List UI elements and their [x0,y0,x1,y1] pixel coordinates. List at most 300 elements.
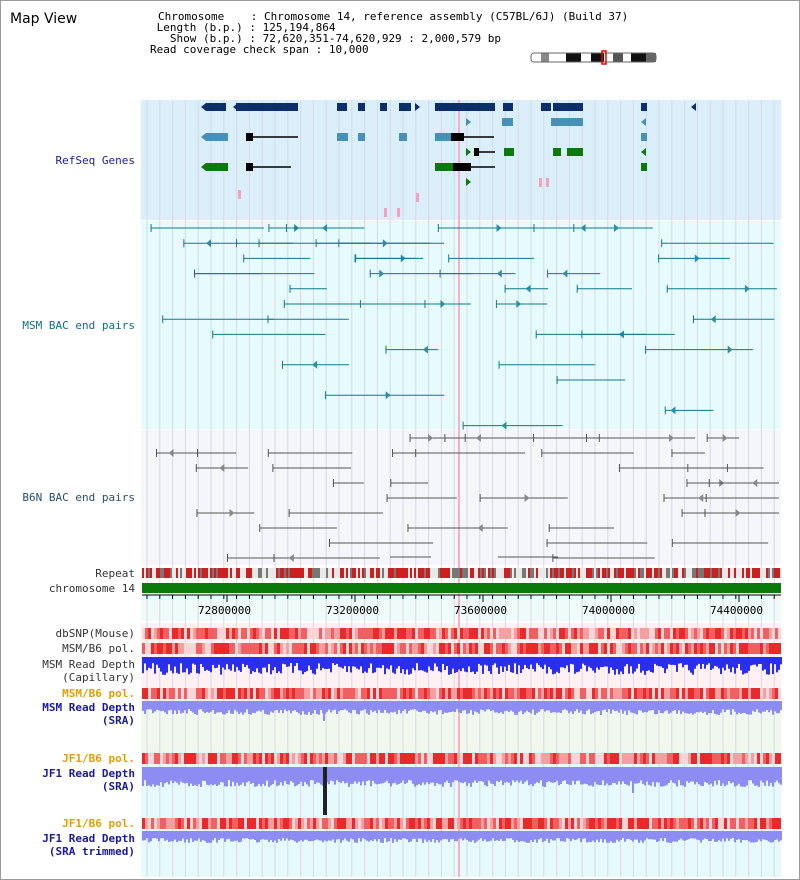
jf1-pol-heat [775,753,778,764]
jf1-trim-depth-bar [622,831,624,838]
dbsnp-heat [673,628,676,639]
msm-capillary-depth-bar [514,657,516,663]
jf1-trim-pol-heat [667,818,670,829]
jf1-pol-heat [163,753,166,764]
jf1-pol-heat [157,753,160,764]
msm-pol-heat [598,643,601,654]
jf1-trim-pol-heat [307,818,310,829]
msm-sra-pol-heat [724,688,727,699]
msm-sra-pol-heat [574,688,577,699]
repeat-segment [502,568,504,578]
msm-capillary-depth-bar [530,657,532,665]
msm-pol-heat [346,643,349,654]
msm-sra-depth-bar [468,701,470,713]
jf1-sra-depth-bar [718,767,720,780]
jf1-pol-heat [499,753,502,764]
dbsnp-heat [298,628,301,639]
msm-capillary-depth-bar [686,657,688,665]
msm-sra-depth-bar [732,701,734,709]
repeat-segment [414,568,416,578]
dbsnp-heat [715,628,718,639]
jf1-sra-depth-bar [752,767,754,783]
jf1-sra-depth-bar [544,767,546,787]
msm-pol-heat [664,643,667,654]
msm-sra-pol-heat [748,688,751,699]
repeat-segment [456,568,458,578]
jf1-pol-heat [718,753,721,764]
msm-sra-depth-bar [572,701,574,714]
dbsnp-heat [160,628,163,639]
dbsnp-heat [217,628,220,639]
msm-pol-heat [589,643,592,654]
msm-sra-depth-bar [544,701,546,712]
jf1-pol-heat [268,753,271,764]
msm-sra-depth-bar [174,701,176,710]
jf1-sra-depth-bar [690,767,692,781]
dbsnp-heat [373,628,376,639]
msm-pol-heat [160,643,163,654]
msm-pol-heat [388,643,391,654]
repeat-segment [634,568,636,578]
dbsnp-heat [295,628,298,639]
msm-capillary-depth-bar [630,657,632,666]
refseq-track-label[interactable]: RefSeq Genes [55,154,135,167]
msm-sra-depth-bar [680,701,682,714]
dbsnp-heat [190,628,193,639]
dbsnp-heat [391,628,394,639]
msm-sra-pol-heat [487,688,490,699]
repeat-segment [638,568,640,578]
msm-capillary-depth-bar [572,657,574,664]
repeat-segment [626,568,628,578]
msm-sra-pol-heat [601,688,604,699]
jf1-trim-pol-heat [499,818,502,829]
jf1-trim-depth-bar [148,831,150,842]
msm-bac-track-label[interactable]: MSM BAC end pairs [22,319,135,332]
repeat-segment [520,568,522,578]
msm-sra-depth-bar [588,701,590,709]
jf1-trim-pol-heat [583,818,586,829]
msm-sra-depth-bar [458,701,460,712]
jf1-trim-depth-bar [216,831,218,843]
jf1-trim-depth-bar [430,831,432,842]
jf1-trim-pol-heat [382,818,385,829]
msm-sra-depth-bar [718,701,720,715]
msm-sra-depth-bar [302,701,304,711]
jf1-trim-pol-heat [160,818,163,829]
jf1-trim-pol-heat [418,818,421,829]
jf1-read-depth-trimmed-label-2: (SRA trimmed) [48,845,135,858]
jf1-pol-heat [412,753,415,764]
msm-sra-pol-heat [367,688,370,699]
msm-capillary-depth-bar [776,657,778,672]
jf1-sra-depth-bar [496,767,498,781]
repeat-segment [474,568,476,578]
msm-sra-pol-heat [670,688,673,699]
jf1-trim-pol-heat [775,818,778,829]
jf1-trim-pol-heat [268,818,271,829]
repeat-segment [498,568,500,578]
jf1-sra-depth-bar [296,767,298,785]
jf1-trim-pol-heat [457,818,460,829]
msm-sra-pol-heat [757,688,760,699]
jf1-trim-pol-heat [439,818,442,829]
msm-sra-depth-bar [532,701,534,709]
jf1-trim-depth-bar [396,831,398,842]
jf1-pol-heat [676,753,679,764]
repeat-segment [612,568,614,578]
jf1-trim-depth-bar [742,831,744,840]
msm-sra-depth-bar [244,701,246,713]
msm-capillary-depth-bar [518,657,520,665]
bac-end-arrow [289,554,294,562]
dbsnp-heat [658,628,661,639]
msm-sra-pol-heat [556,688,559,699]
msm-capillary-depth-bar [510,657,512,672]
repeat-segment [564,568,566,578]
jf1-trim-depth-bar [614,831,616,843]
jf1-trim-depth-bar [296,831,298,843]
repeat-segment [178,568,180,578]
gene-exon [435,163,453,171]
msm-pol-heat [457,643,460,654]
jf1-sra-depth-bar [554,767,556,782]
repeat-segment [508,568,510,578]
jf1-trim-depth-bar [412,831,414,839]
msm-sra-depth-bar [230,701,232,714]
msm-pol-heat [277,643,280,654]
jf1-trim-pol-heat [427,818,430,829]
jf1-trim-pol-heat [619,818,622,829]
msm-sra-depth-bar [282,701,284,713]
jf1-b6-pol-label[interactable]: JF1/B6 pol. [62,752,135,765]
repeat-segment [274,568,276,578]
msm-capillary-depth-bar [304,657,306,672]
msm-sra-pol-heat [391,688,394,699]
jf1-read-depth-sra-label-1[interactable]: JF1 Read Depth [42,767,135,780]
msm-pol-heat [667,643,670,654]
msm-sra-pol-heat [268,688,271,699]
dbsnp-heat [397,628,400,639]
repeat-segment [658,568,660,578]
dbsnp-heat [415,628,418,639]
msm-capillary-depth-bar [142,657,144,673]
msm-sra-depth-bar [740,701,742,714]
msm-pol-heat [331,643,334,654]
dbsnp-heat [223,628,226,639]
jf1-pol-heat [535,753,538,764]
repeat-segment [430,568,432,578]
msm-pol-heat [214,643,217,654]
msm-capillary-depth-bar [676,657,678,672]
repeat-segment [472,568,474,578]
jf1-trim-depth-bar [574,831,576,840]
msm-capillary-depth-bar [762,657,764,671]
genome-map-canvas[interactable] [1,1,799,879]
jf1-trim-depth-bar [284,831,286,841]
jf1-sra-depth-bar [402,767,404,781]
repeat-track-label[interactable]: Repeat [95,567,135,580]
jf1-sra-depth-bar [558,767,560,785]
repeat-segment [330,568,332,578]
jf1-trim-depth-bar [496,831,498,840]
repeat-segment [702,568,704,578]
jf1-pol-heat [727,753,730,764]
msm-sra-pol-heat [433,688,436,699]
dbsnp-heat [700,628,703,639]
jf1-pol-heat [688,753,691,764]
dbsnp-heat [304,628,307,639]
jf1-sra-depth-bar [332,767,334,781]
repeat-segment [700,568,702,578]
jf1-pol-heat [253,753,256,764]
msm-capillary-depth-bar [442,657,444,664]
jf1-trim-depth-bar [628,831,630,839]
msm-b6-pol-label[interactable]: MSM/B6 pol. [62,642,135,655]
msm-sra-depth-bar [558,701,560,712]
msm-pol-heat [415,643,418,654]
repeat-segment [352,568,354,578]
jf1-trim-pol-heat [589,818,592,829]
b6n-bac-track-label[interactable]: B6N BAC end pairs [22,491,135,504]
repeat-segment [240,568,242,578]
msm-pol-heat [211,643,214,654]
jf1-trim-pol-heat [604,818,607,829]
msm-sra-pol-heat [142,688,145,699]
msm-sra-depth-bar [448,701,450,712]
dbsnp-heat [244,628,247,639]
msm-sra-depth-bar [442,701,444,714]
msm-pol-heat [307,643,310,654]
dbsnp-heat [688,628,691,639]
jf1-trim-pol-heat [250,818,253,829]
msm-pol-heat [487,643,490,654]
jf1-sra-depth-bar [616,767,618,785]
repeat-segment [670,568,672,578]
msm-capillary-depth-bar [614,657,616,675]
jf1-sra-depth-bar [592,767,594,787]
jf1-sra-depth-bar [580,767,582,784]
dbsnp-track-label[interactable]: dbSNP(Mouse) [55,627,135,640]
msm-sra-depth-bar [584,701,586,714]
jf1-sra-depth-bar [494,767,496,786]
dbsnp-heat [154,628,157,639]
repeat-segment [396,568,398,578]
msm-capillary-depth-bar [522,657,524,669]
jf1-trim-depth-bar [270,831,272,840]
msm-capillary-depth-bar [184,657,186,672]
msm-sra-pol-heat [508,688,511,699]
jf1-trim-depth-bar [640,831,642,841]
msm-sra-pol-heat [421,688,424,699]
repeat-segment [214,568,216,578]
gene-exon [206,163,228,171]
jf1-trim-depth-bar [748,831,750,841]
jf1-sra-depth-bar [164,767,166,783]
repeat-segment [606,568,608,578]
msm-capillary-depth-bar [446,657,448,666]
jf1-b6-pol-trimmed-label[interactable]: JF1/B6 pol. [62,817,135,830]
repeat-segment [382,568,384,578]
msm-pol-heat [484,643,487,654]
msm-sra-depth-bar [452,701,454,712]
msm-sra-pol-heat [646,688,649,699]
jf1-trim-depth-bar [330,831,332,841]
msm-sra-depth-bar [356,701,358,714]
jf1-trim-depth-bar [394,831,396,839]
jf1-sra-depth-bar [182,767,184,783]
chromosome-track-label[interactable]: chromosome 14 [48,582,135,595]
msm-capillary-depth-bar [342,657,344,669]
msm-capillary-depth-bar [468,657,470,667]
jf1-trim-depth-bar [534,831,536,840]
jf1-trim-depth-bar [230,831,232,841]
dbsnp-heat [472,628,475,639]
jf1-sra-depth-bar [686,767,688,781]
msm-sra-pol-heat [538,688,541,699]
dbsnp-heat [214,628,217,639]
jf1-pol-heat [184,753,187,764]
jf1-sra-depth-bar [430,767,432,783]
dbsnp-heat [280,628,283,639]
jf1-trim-depth-bar [560,831,562,841]
jf1-trim-depth-bar [576,831,578,839]
repeat-segment [512,568,514,578]
jf1-trim-depth-bar [494,831,496,841]
dbsnp-heat [634,628,637,639]
msm-sra-depth-bar [518,701,520,712]
snp-marker [397,208,400,217]
msm-sra-depth-bar [286,701,288,711]
msm-capillary-depth-bar [730,657,732,672]
jf1-sra-depth-bar [320,767,322,785]
msm-sra-pol-heat [775,688,778,699]
jf1-trim-depth-bar [746,831,748,840]
jf1-trim-depth-bar [620,831,622,840]
msm-pol-heat [502,643,505,654]
msm-capillary-depth-bar [190,657,192,673]
jf1-trim-pol-heat [280,818,283,829]
repeat-segment [426,568,428,578]
msm-b6-pol-sra-label[interactable]: MSM/B6 pol. [62,687,135,700]
jf1-sra-depth-bar [390,767,392,786]
jf1-sra-depth-bar [656,767,658,782]
repeat-segment [322,568,324,578]
repeat-segment [200,568,202,578]
jf1-trim-pol-heat [142,818,145,829]
msm-sra-pol-heat [187,688,190,699]
msm-pol-heat [199,643,202,654]
jf1-trim-depth-bar [416,831,418,842]
msm-sra-depth-bar [218,701,220,712]
jf1-pol-heat [274,753,277,764]
jf1-pol-heat [658,753,661,764]
dbsnp-heat [418,628,421,639]
jf1-trim-pol-heat [481,818,484,829]
jf1-trim-depth-bar [172,831,174,841]
jf1-trim-pol-heat [610,818,613,829]
jf1-pol-heat [277,753,280,764]
msm-pol-heat [295,643,298,654]
jf1-sra-depth-bar [252,767,254,783]
jf1-pol-heat [730,753,733,764]
jf1-read-depth-trimmed-label-1[interactable]: JF1 Read Depth [42,832,135,845]
jf1-trim-depth-bar [662,831,664,841]
jf1-trim-depth-bar [282,831,284,838]
jf1-trim-depth-bar [506,831,508,838]
repeat-segment [598,568,600,578]
msm-capillary-depth-bar [656,657,658,666]
ideogram-band [613,53,623,62]
msm-read-depth-sra-label-1[interactable]: MSM Read Depth [42,701,135,714]
repeat-segment [204,568,206,578]
jf1-pol-heat [187,753,190,764]
jf1-trim-depth-bar [588,831,590,842]
jf1-trim-depth-bar [250,831,252,840]
jf1-trim-pol-heat [412,818,415,829]
jf1-trim-pol-heat [235,818,238,829]
jf1-trim-pol-heat [640,818,643,829]
repeat-segment [752,568,754,578]
repeat-segment [438,568,440,578]
repeat-segment [168,568,170,578]
jf1-trim-depth-bar [256,831,258,842]
msm-sra-depth-bar [346,701,348,710]
gene-strand-arrow [466,148,471,156]
jf1-trim-depth-bar [482,831,484,841]
jf1-sra-depth-bar [484,767,486,785]
msm-sra-pol-heat [703,688,706,699]
msm-sra-depth-bar [506,701,508,711]
jf1-trim-depth-bar [498,831,500,841]
jf1-sra-depth-bar [628,767,630,786]
msm-sra-pol-heat [514,688,517,699]
msm-sra-depth-bar [480,701,482,710]
bac-end-arrow [379,270,384,278]
jf1-trim-pol-heat [325,818,328,829]
jf1-trim-depth-bar [276,831,278,843]
jf1-sra-depth-bar [392,767,394,783]
msm-sra-pol-heat [460,688,463,699]
msm-sra-depth-bar [478,701,480,714]
jf1-pol-heat [619,753,622,764]
jf1-trim-depth-bar [648,831,650,839]
repeat-segment [246,568,248,578]
repeat-segment [312,568,314,578]
msm-pol-heat [595,643,598,654]
repeat-segment [724,568,726,578]
jf1-sra-depth-bar [708,767,710,785]
repeat-segment [172,568,174,578]
msm-capillary-depth-bar [346,657,348,672]
jf1-trim-pol-heat [454,818,457,829]
repeat-segment [682,568,684,578]
bac-end-arrow [752,479,757,487]
gene-strand-arrow [201,103,206,111]
jf1-trim-depth-bar [194,831,196,841]
gene-exon [453,163,471,171]
msm-pol-heat [571,643,574,654]
jf1-sra-depth-bar [272,767,274,784]
jf1-pol-heat [346,753,349,764]
jf1-sra-depth-bar [442,767,444,787]
jf1-trim-depth-bar [152,831,154,838]
jf1-trim-pol-heat [379,818,382,829]
msm-sra-pol-heat [685,688,688,699]
msm-capillary-depth-bar [748,657,750,671]
msm-read-depth-capillary-label-1[interactable]: MSM Read Depth [42,658,135,671]
msm-capillary-depth-bar [378,657,380,668]
